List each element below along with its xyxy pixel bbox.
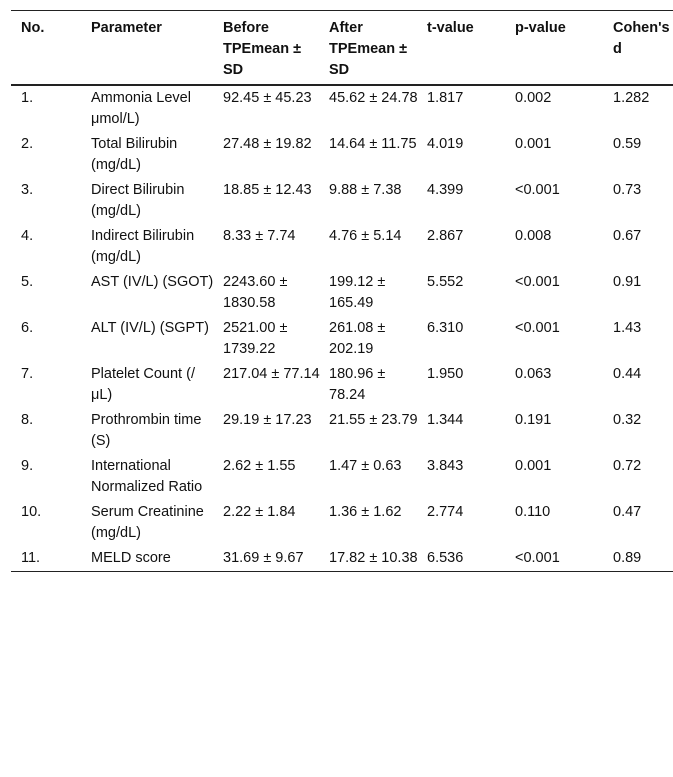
- cell-cohens-d: 0.73: [613, 182, 642, 198]
- cell-before: 31.69 ± 9.67: [223, 550, 304, 566]
- cell-p-value: 0.191: [515, 412, 552, 428]
- cell-p-value: 0.001: [515, 136, 552, 152]
- table-row: [11, 85, 673, 132]
- cell-cohens-d: 0.89: [613, 550, 642, 566]
- cell-p-value: <0.001: [515, 550, 560, 566]
- table-row: [11, 546, 673, 572]
- cell-no: 8.: [21, 412, 34, 428]
- header-no: No.: [21, 20, 45, 36]
- cell-cohens-d: 0.72: [613, 458, 642, 474]
- cell-before: 8.33 ± 7.74: [223, 228, 296, 244]
- cell-after: 45.62 ± 24.78: [329, 90, 418, 106]
- cell-after: 4.76 ± 5.14: [329, 228, 402, 244]
- cell-no: 10.: [21, 504, 42, 520]
- cell-no: 6.: [21, 320, 34, 336]
- header-cohens-d: Cohen's d: [613, 20, 670, 57]
- cell-no: 11.: [21, 550, 41, 566]
- cell-parameter: Indirect Bilirubin (mg/dL): [91, 228, 195, 265]
- cell-cohens-d: 0.47: [613, 504, 642, 520]
- header-after: After TPEmean ± SD: [329, 20, 408, 78]
- cell-t-value: 4.019: [427, 136, 464, 152]
- cell-p-value: 0.001: [515, 458, 552, 474]
- cell-after: 1.47 ± 0.63: [329, 458, 402, 474]
- table-row: [11, 500, 673, 546]
- cell-after: 261.08 ± 202.19: [329, 320, 386, 357]
- cell-t-value: 1.817: [427, 90, 464, 106]
- cell-after: 180.96 ± 78.24: [329, 366, 386, 403]
- cell-parameter: Serum Creatinine (mg/dL): [91, 504, 204, 541]
- cell-no: 3.: [21, 182, 34, 198]
- cell-t-value: 1.344: [427, 412, 464, 428]
- cell-before: 92.45 ± 45.23: [223, 90, 312, 106]
- cell-cohens-d: 1.43: [613, 320, 642, 336]
- cell-no: 2.: [21, 136, 34, 152]
- cell-cohens-d: 0.67: [613, 228, 642, 244]
- cell-cohens-d: 0.91: [613, 274, 642, 290]
- cell-cohens-d: 0.32: [613, 412, 642, 428]
- cell-t-value: 3.843: [427, 458, 464, 474]
- cell-after: 9.88 ± 7.38: [329, 182, 402, 198]
- table-row: [11, 454, 673, 500]
- cell-t-value: 2.867: [427, 228, 464, 244]
- cell-before: 2243.60 ± 1830.58: [223, 274, 288, 311]
- table-row: [11, 270, 673, 316]
- cell-cohens-d: 1.282: [613, 90, 650, 106]
- cell-parameter: Ammonia Level μmol/L): [91, 90, 191, 127]
- cell-p-value: 0.002: [515, 90, 552, 106]
- table-row: [11, 132, 673, 178]
- cell-parameter: Prothrombin time (S): [91, 412, 202, 449]
- cell-parameter: International Normalized Ratio: [91, 458, 203, 495]
- header-p-value: p-value: [515, 20, 566, 36]
- cell-parameter: Direct Bilirubin (mg/dL): [91, 182, 185, 219]
- cell-parameter: AST (IV/L) (SGOT): [91, 274, 214, 290]
- header-before: Before TPEmean ± SD: [223, 20, 302, 78]
- cell-no: 4.: [21, 228, 34, 244]
- cell-after: 21.55 ± 23.79: [329, 412, 418, 428]
- cell-before: 18.85 ± 12.43: [223, 182, 312, 198]
- cell-p-value: 0.110: [515, 504, 551, 520]
- cell-before: 2521.00 ± 1739.22: [223, 320, 288, 357]
- cell-parameter: Total Bilirubin (mg/dL): [91, 136, 178, 173]
- cell-no: 9.: [21, 458, 34, 474]
- cell-parameter: Platelet Count (/μL): [91, 366, 195, 403]
- cell-before: 27.48 ± 19.82: [223, 136, 312, 152]
- cell-t-value: 1.950: [427, 366, 464, 382]
- cell-after: 17.82 ± 10.38: [329, 550, 418, 566]
- cell-parameter: MELD score: [91, 550, 171, 566]
- cell-after: 1.36 ± 1.62: [329, 504, 402, 520]
- cell-before: 217.04 ± 77.14: [223, 366, 320, 382]
- header-parameter: Parameter: [91, 20, 162, 36]
- cell-t-value: 4.399: [427, 182, 464, 198]
- table-row: [11, 178, 673, 224]
- cell-cohens-d: 0.44: [613, 366, 642, 382]
- cell-p-value: <0.001: [515, 182, 560, 198]
- cell-no: 5.: [21, 274, 34, 290]
- cell-p-value: <0.001: [515, 320, 560, 336]
- cell-no: 7.: [21, 366, 34, 382]
- header-t-value: t-value: [427, 20, 474, 36]
- table-row: [11, 408, 673, 454]
- table-row: [11, 316, 673, 362]
- table-row: [11, 224, 673, 270]
- cell-t-value: 2.774: [427, 504, 464, 520]
- results-table-container: [11, 10, 670, 572]
- cell-t-value: 5.552: [427, 274, 464, 290]
- cell-after: 199.12 ± 165.49: [329, 274, 386, 311]
- cell-parameter: ALT (IV/L) (SGPT): [91, 320, 209, 336]
- results-table: [11, 10, 673, 572]
- cell-cohens-d: 0.59: [613, 136, 642, 152]
- cell-p-value: 0.008: [515, 228, 552, 244]
- cell-t-value: 6.310: [427, 320, 464, 336]
- cell-after: 14.64 ± 11.75: [329, 136, 417, 152]
- cell-before: 29.19 ± 17.23: [223, 412, 312, 428]
- cell-before: 2.62 ± 1.55: [223, 458, 296, 474]
- cell-no: 1.: [21, 90, 34, 106]
- cell-p-value: 0.063: [515, 366, 552, 382]
- table-row: [11, 362, 673, 408]
- cell-t-value: 6.536: [427, 550, 464, 566]
- table-header-row: [11, 11, 673, 86]
- cell-before: 2.22 ± 1.84: [223, 504, 296, 520]
- cell-p-value: <0.001: [515, 274, 560, 290]
